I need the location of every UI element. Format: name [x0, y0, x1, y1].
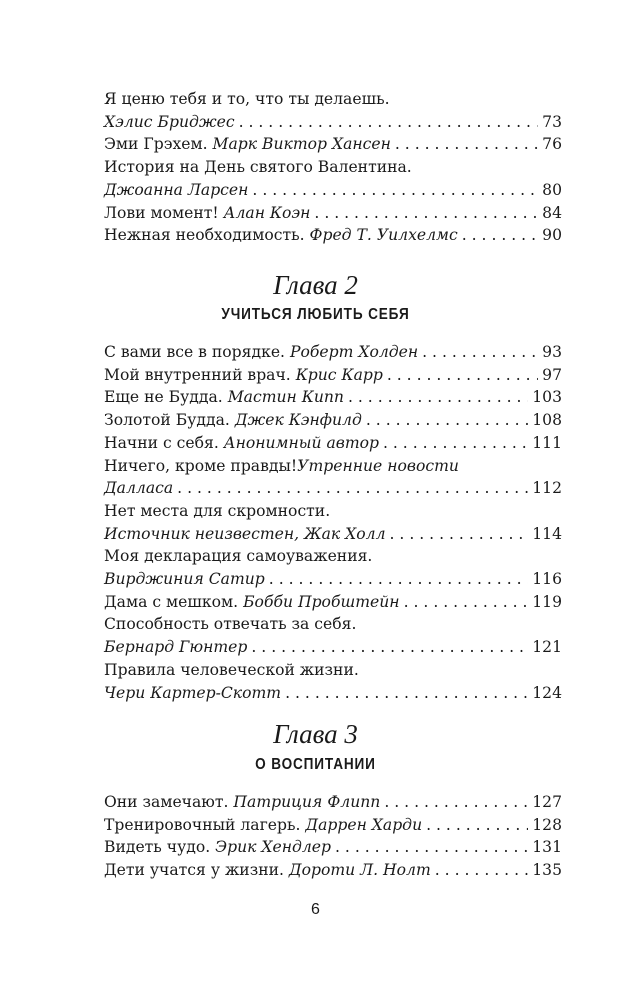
entry-title: Дети учатся у жизни. [104, 861, 284, 880]
toc-entry-line [104, 477, 562, 500]
entry-page-number: 112 [532, 479, 562, 498]
entry-author: Джек Кэнфилд [234, 411, 362, 430]
entry-title: С вами все в порядке. [104, 343, 286, 361]
toc-entry-line [104, 568, 562, 591]
dot-leader [314, 202, 538, 225]
entry-author: Бобби Пробштейн [243, 592, 400, 611]
dot-leader [366, 409, 528, 432]
dot-leader [348, 386, 528, 409]
dot-leader [384, 791, 528, 814]
dot-leader [335, 836, 528, 859]
toc-entry-line [104, 224, 562, 247]
toc-entry [104, 791, 562, 814]
entry-title: История на День святого Валентина. [104, 158, 412, 177]
entry-author: Анонимный автор [223, 433, 379, 452]
entry-title: Я ценю тебя и то, что ты делаешь. [104, 90, 390, 108]
entry-author: Роберт Холден [289, 343, 419, 361]
entry-author: Мастин Кипп [227, 388, 344, 407]
chapter-3-title: Глава 3 [273, 719, 358, 749]
dot-leader [426, 814, 528, 837]
entry-author: Источник неизвестен, Жак Холл [104, 524, 386, 543]
entry-title: Нет места для скромности. [104, 501, 331, 520]
toc-entry [104, 88, 562, 133]
entry-author: Марк Виктор Хансен [212, 135, 391, 154]
toc-entry-line [104, 859, 562, 882]
entry-title: Они замечают. [104, 793, 229, 811]
toc-entry-line [104, 659, 562, 682]
entry-page-number: 135 [532, 861, 562, 880]
entry-author: Далласа [104, 479, 174, 498]
toc-entry [104, 156, 562, 201]
entry-author: Фред Т. Уилхелмс [309, 226, 458, 245]
toc-section-chapter-3 [104, 791, 562, 882]
toc-entry-line [104, 179, 562, 202]
entry-title: Тренировочный лагерь. [104, 815, 301, 834]
entry-author: Джоанна Ларсен [104, 180, 249, 199]
entry-page-number: 90 [542, 226, 562, 245]
chapter-3-subtitle: О ВОСПИТАНИИ [255, 756, 376, 773]
entry-title: Нежная необходимость. [104, 226, 305, 245]
toc-entry [104, 455, 562, 500]
entry-title: Эми Грэхем. [104, 135, 208, 154]
entry-page-number: 93 [542, 343, 562, 361]
toc-entry-line [104, 341, 562, 364]
toc-entry [104, 613, 562, 658]
toc-entry [104, 133, 562, 156]
entry-page-number: 97 [542, 365, 562, 384]
toc-entry-line [104, 409, 562, 432]
entry-title: Правила человеческой жизни. [104, 660, 359, 679]
dot-leader [383, 432, 528, 455]
toc-entry [104, 202, 562, 225]
entry-author: Дороти Л. Нолт [288, 861, 431, 880]
entry-author: Чери Картер-Скотт [104, 683, 282, 702]
dot-leader [177, 477, 528, 500]
entry-page-number: 121 [532, 638, 562, 657]
toc-entry [104, 432, 562, 455]
toc-entry-line [104, 523, 562, 546]
toc-entry-line [104, 386, 562, 409]
dot-leader [435, 859, 528, 882]
dot-leader [251, 636, 528, 659]
entry-page-number: 119 [532, 592, 562, 611]
entry-author: Алан Коэн [223, 203, 311, 222]
toc-entry-line [104, 111, 562, 134]
toc-entry [104, 814, 562, 837]
entry-author: Патриция Флипп [233, 793, 381, 811]
toc-entry-line [104, 133, 562, 156]
dot-leader [422, 341, 538, 364]
page-number: 6 [311, 901, 320, 918]
entry-page-number: 76 [542, 135, 562, 154]
toc-entry [104, 386, 562, 409]
dot-leader [285, 682, 528, 705]
dot-leader [404, 591, 529, 614]
toc-entry [104, 659, 562, 704]
toc-entry-line [104, 836, 562, 859]
dot-leader [269, 568, 528, 591]
toc-section-chapter-1-continued [104, 88, 562, 247]
entry-page-number: 108 [532, 411, 562, 430]
entry-title: Мой внутренний врач. [104, 365, 291, 384]
toc-entry-line [104, 455, 562, 478]
entry-title: Видеть чудо. [104, 838, 211, 857]
toc-entry [104, 500, 562, 545]
dot-leader [387, 364, 538, 387]
entry-author: Крис Карр [295, 365, 383, 384]
entry-page-number: 80 [542, 180, 562, 199]
entry-author: Эрик Хендлер [215, 838, 332, 857]
entry-author: Бернард Гюнтер [104, 638, 248, 657]
toc-entry-line [104, 814, 562, 837]
toc-entry-line [104, 682, 562, 705]
entry-title: Начни с себя. [104, 433, 219, 452]
entry-title: Лови момент! [104, 203, 219, 222]
toc-entry-line [104, 500, 562, 523]
dot-leader [395, 133, 538, 156]
entry-title: Ничего, кроме правды! [104, 456, 298, 475]
toc-entry-line [104, 156, 562, 179]
entry-title: Моя декларация самоуважения. [104, 547, 373, 566]
toc-entry [104, 364, 562, 387]
toc-entry-line [104, 636, 562, 659]
entry-author: Утренние новости [297, 456, 459, 475]
entry-page-number: 103 [532, 388, 562, 407]
entry-page-number: 131 [532, 838, 562, 857]
entry-author: Даррен Харди [305, 815, 423, 834]
entry-title: Дама с мешком. [104, 592, 239, 611]
entry-author: Вирджиния Сатир [104, 570, 265, 589]
toc-entry-line [104, 88, 562, 111]
entry-page-number: 116 [532, 570, 562, 589]
toc-entry [104, 341, 562, 364]
dot-leader [252, 179, 538, 202]
chapter-2-title: Глава 2 [273, 270, 358, 300]
toc-entry-line [104, 202, 562, 225]
toc-entry [104, 591, 562, 614]
dot-leader [390, 523, 529, 546]
entry-page-number: 84 [542, 203, 562, 222]
entry-page-number: 114 [532, 524, 562, 543]
toc-section-chapter-2 [104, 341, 562, 704]
chapter-2-subtitle: УЧИТЬСЯ ЛЮБИТЬ СЕБЯ [221, 306, 410, 323]
entry-page-number: 128 [532, 815, 562, 834]
entry-page-number: 127 [532, 793, 562, 811]
toc-entry [104, 836, 562, 859]
entry-title: Золотой Будда. [104, 411, 230, 430]
entry-page-number: 73 [542, 112, 562, 131]
toc-entry [104, 409, 562, 432]
dot-leader [239, 111, 539, 134]
entry-title: Еще не Будда. [104, 388, 223, 407]
entry-title: Способность отвечать за себя. [104, 615, 357, 634]
toc-entry-line [104, 364, 562, 387]
dot-leader [462, 224, 538, 247]
toc-entry-line [104, 432, 562, 455]
toc-entry-line [104, 791, 562, 814]
toc-entry [104, 224, 562, 247]
toc-entry [104, 545, 562, 590]
toc-entry-line [104, 545, 562, 568]
toc-entry-line [104, 591, 562, 614]
toc-entry [104, 859, 562, 882]
entry-author: Хэлис Бриджес [104, 112, 235, 131]
entry-page-number: 124 [532, 683, 562, 702]
entry-page-number: 111 [532, 433, 562, 452]
toc-entry-line [104, 613, 562, 636]
